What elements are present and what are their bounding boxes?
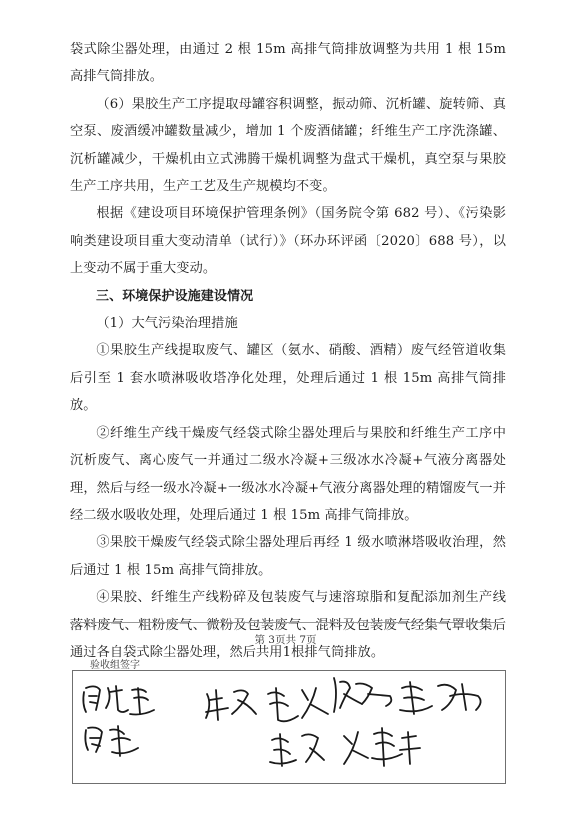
signature-4: [400, 682, 481, 714]
subsection-heading: （1）大气污染治理措施: [96, 316, 238, 332]
document-body: [70, 36, 506, 666]
signature-7: [344, 728, 420, 766]
signature-1: [83, 686, 154, 715]
signature-label: 验收组签字: [90, 660, 140, 671]
handwritten-signatures: [72, 670, 504, 782]
signature-3: [334, 678, 391, 712]
signature-6: [270, 734, 324, 766]
paragraph-regulation: 根据《建设项目环境保护管理条例》（国务院令第 682 号）、《污染影响类建设项目重大变动清单（试行）》（环办环评函〔2020〕688 号），以上变动不属于重大变动。: [70, 206, 506, 277]
paragraph-continuation: 袋式除尘器处理，由通过 2 根 15m 高排气筒排放调整为共用 1 根 15m 高排气筒排放。: [70, 42, 506, 85]
paragraph-measure-3: ③果胶干燥废气经袋式除尘器处理后再经 1 级水喷淋塔吸收治理，然后通过 1 根 15m 高排气筒排放。: [70, 535, 506, 578]
section-heading: 三、环境保护设施建设情况: [96, 288, 254, 304]
paragraph-measure-1: ①果胶生产线提取废气、罐区（氨水、硝酸、酒精）废气经管道收集后引至 1 套水喷淋吸收塔净化处理，处理后通过 1 根 15m 高排气筒排放。: [70, 343, 506, 414]
paragraph-item-6: （6）果胶生产工序提取母罐容积调整，振动筛、沉析罐、旋转筛、真空泵、废酒缓冲罐数量减少，增加 1 个废酒储罐；纤维生产工序洗涤罐、沉析罐减少，干燥机由立式沸腾干燥机调整为盘式干燥机，真空泵与果胶生产工序共用，生产工艺及生产规模均不变。: [70, 96, 506, 195]
footer-divider: [70, 622, 502, 623]
signature-5: [85, 726, 138, 756]
paragraph-measure-2: ②纤维生产线干燥废气经袋式除尘器处理后与果胶和纤维生产工序中沉析废气、离心废气一并通过二级水冷凝+三级冰水冷凝+气液分离器处理，然后与经一级水冷凝+一级冰水冷凝+气液分离器处理的精馏废气一并经二级水吸收处理，处理后通过 1 根 15m 高排气筒排放。: [70, 425, 506, 523]
paragraph-measure-4: ④果胶、纤维生产线粉碎及包装废气与速溶琼脂和复配添加剂生产线落料废气、粗粉废气、微粉及包装废气、混料及包装废气经集气罩收集后通过各自袋式除尘器处理，然后共用1根排气筒排放。: [70, 590, 506, 660]
signature-2: [206, 688, 328, 721]
page-number: 第 3页共 7页: [254, 634, 317, 646]
